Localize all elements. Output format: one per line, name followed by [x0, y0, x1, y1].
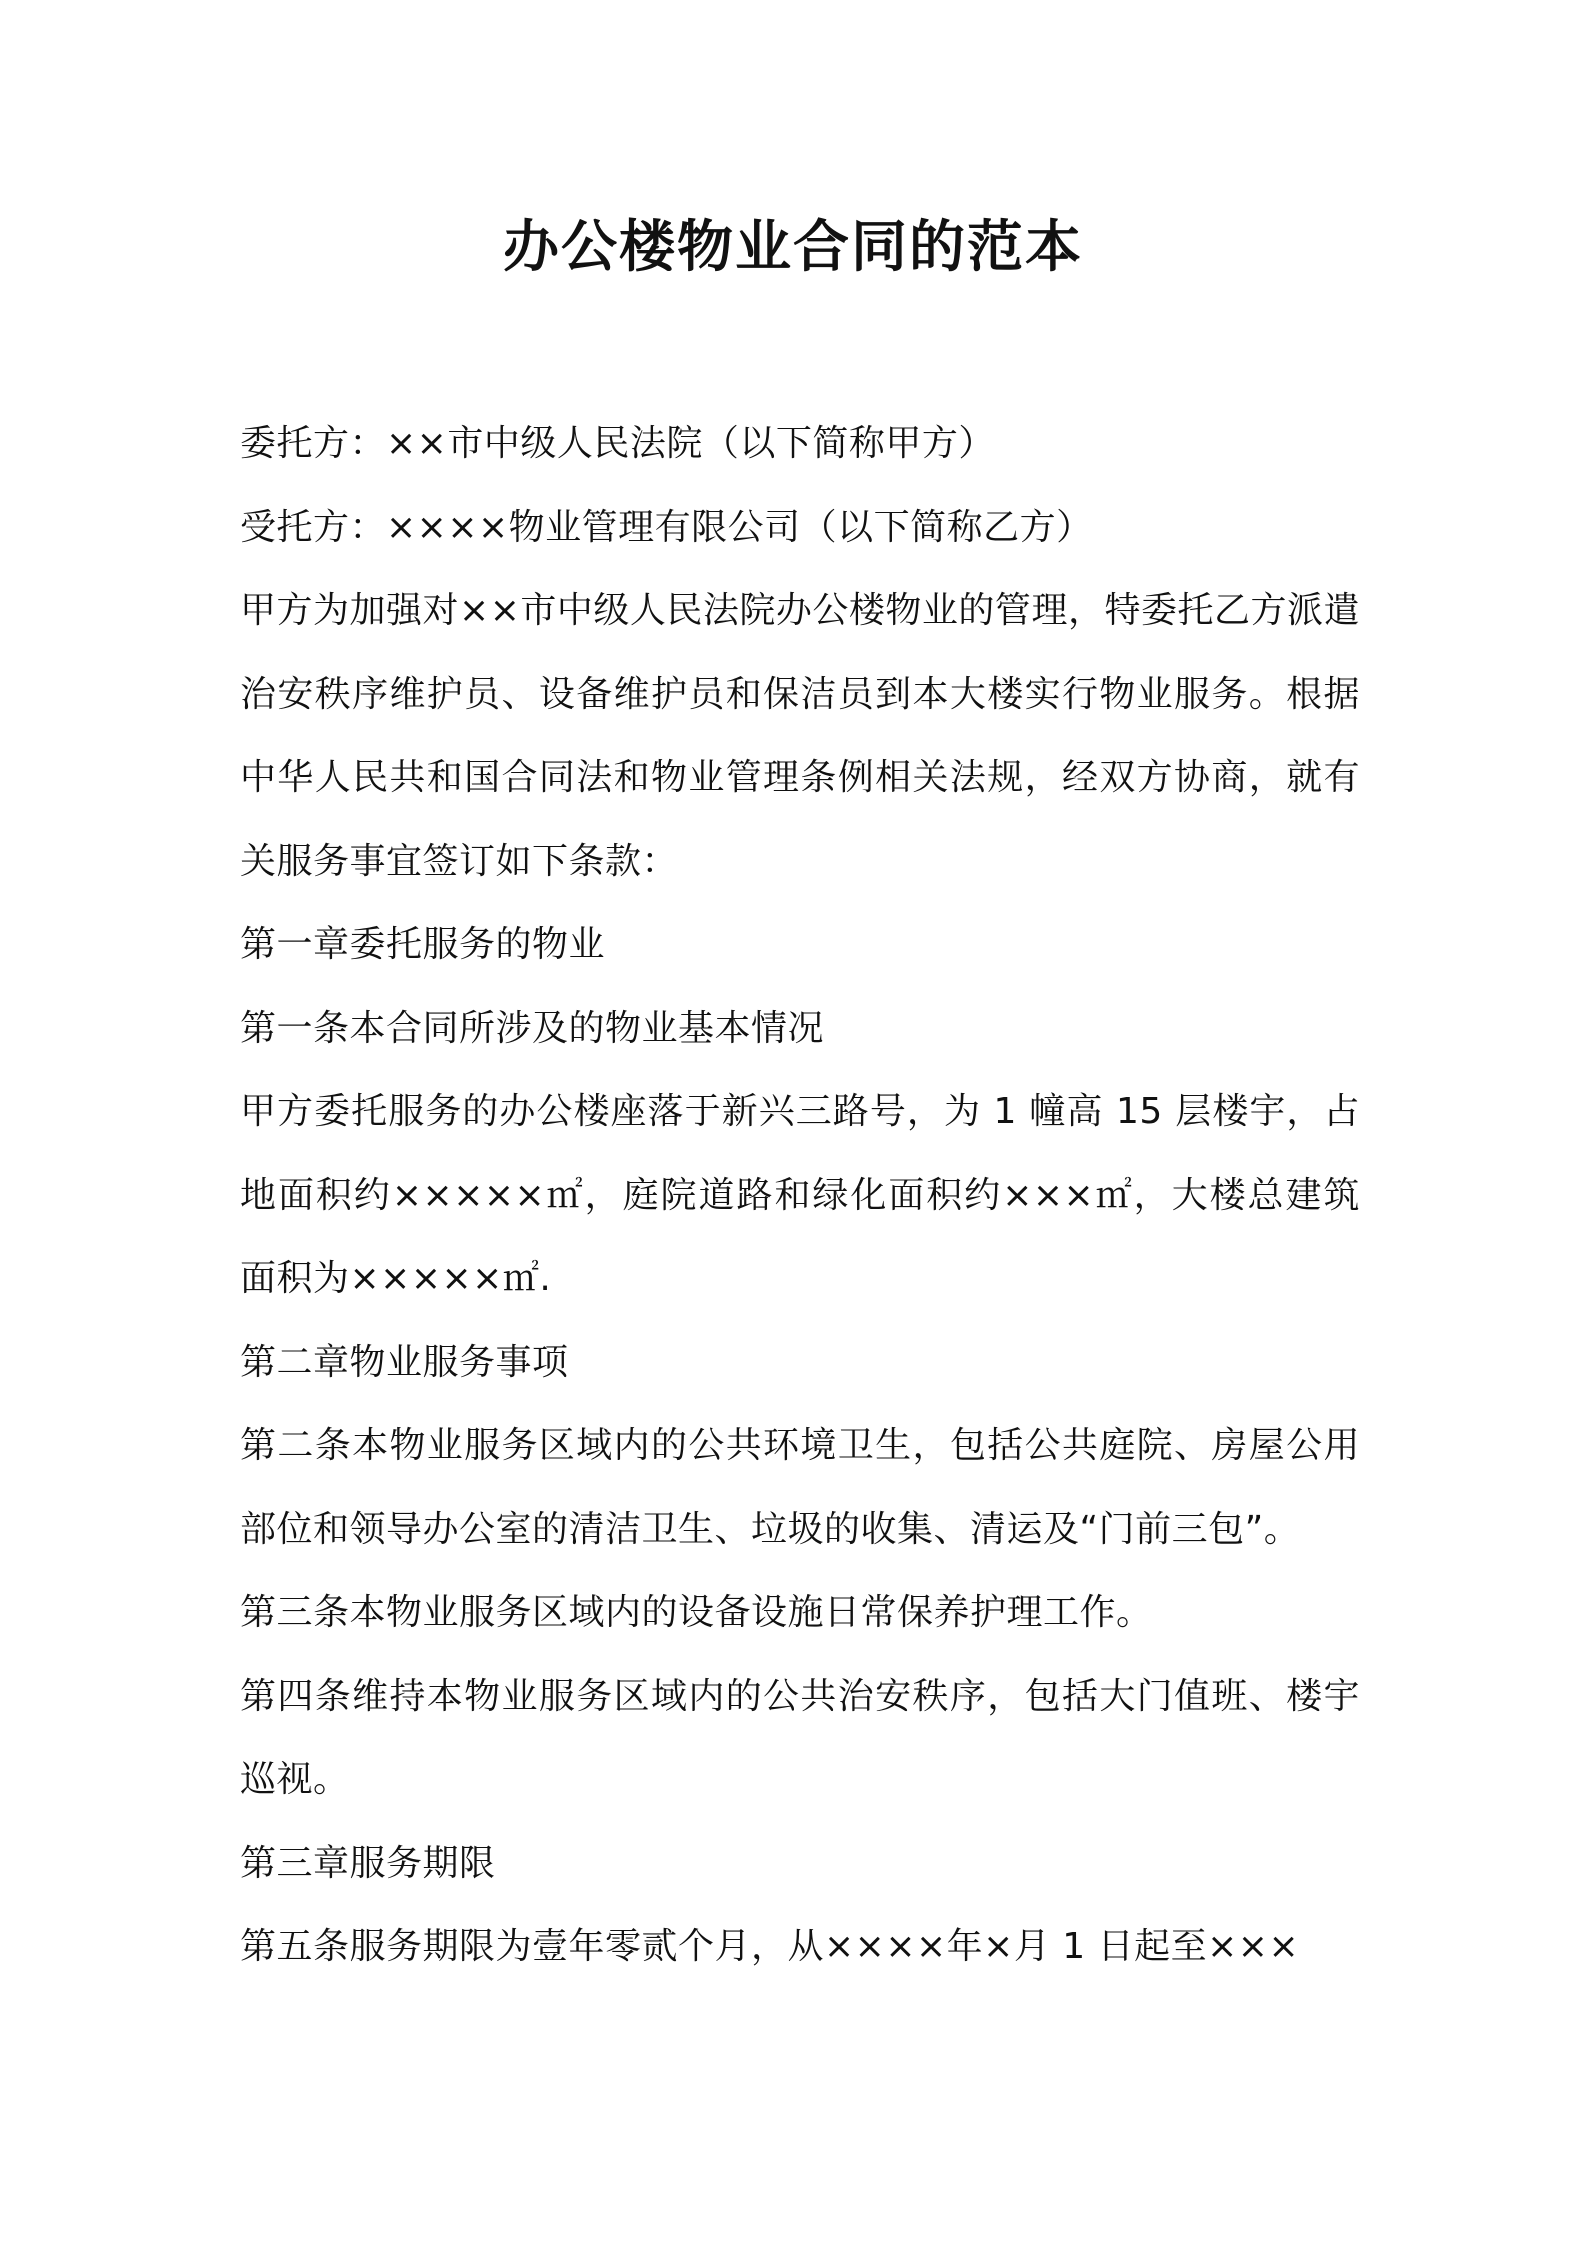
chapter-1-heading: 第一章委托服务的物业 — [240, 924, 606, 965]
document-title: 办公楼物业合同的范本 — [503, 215, 1083, 280]
article-5-paragraph: 第五条服务期限为壹年零贰个月，从××××年×月 1 日起至××× — [240, 1926, 1300, 1967]
article-2-paragraph: 第二条本物业服务区域内的公共环境卫生，包括公共庭院、房屋公用部位和领导办公室的清洁卫生、垃圾的收集、清运及“门前三包”。 — [240, 1425, 1360, 1550]
property-description-paragraph: 甲方委托服务的办公楼座落于新兴三路号，为 1 幢高 15 层楼宇，占地面积约×××××㎡，庭院道路和绿化面积约×××㎡，大楼总建筑面积为×××××㎡. — [240, 1091, 1360, 1299]
article-4-paragraph: 第四条维持本物业服务区域内的公共治安秩序，包括大门值班、楼宇巡视。 — [240, 1675, 1360, 1800]
chapter-3-heading: 第三章服务期限 — [240, 1842, 496, 1884]
article-3-paragraph: 第三条本物业服务区域内的设备设施日常保养护理工作。 — [240, 1592, 1153, 1633]
chapter-2-heading: 第二章物业服务事项 — [240, 1341, 569, 1383]
contractor-party-line: 受托方：××××物业管理有限公司（以下简称乙方） — [240, 506, 1093, 548]
client-party-line: 委托方：××市中级人民法院（以下简称甲方） — [240, 423, 995, 464]
preamble-paragraph: 甲方为加强对××市中级人民法院办公楼物业的管理，特委托乙方派遣治安秩序维护员、设备维护员和保洁员到本大楼实行物业服务。根据中华人民共和国合同法和物业管理条例相关法规，经双方协商，就有关服务事宜签订如下条款： — [240, 590, 1360, 882]
document-body — [240, 402, 1360, 1989]
article-1-heading: 第一条本合同所涉及的物业基本情况 — [240, 1007, 825, 1049]
